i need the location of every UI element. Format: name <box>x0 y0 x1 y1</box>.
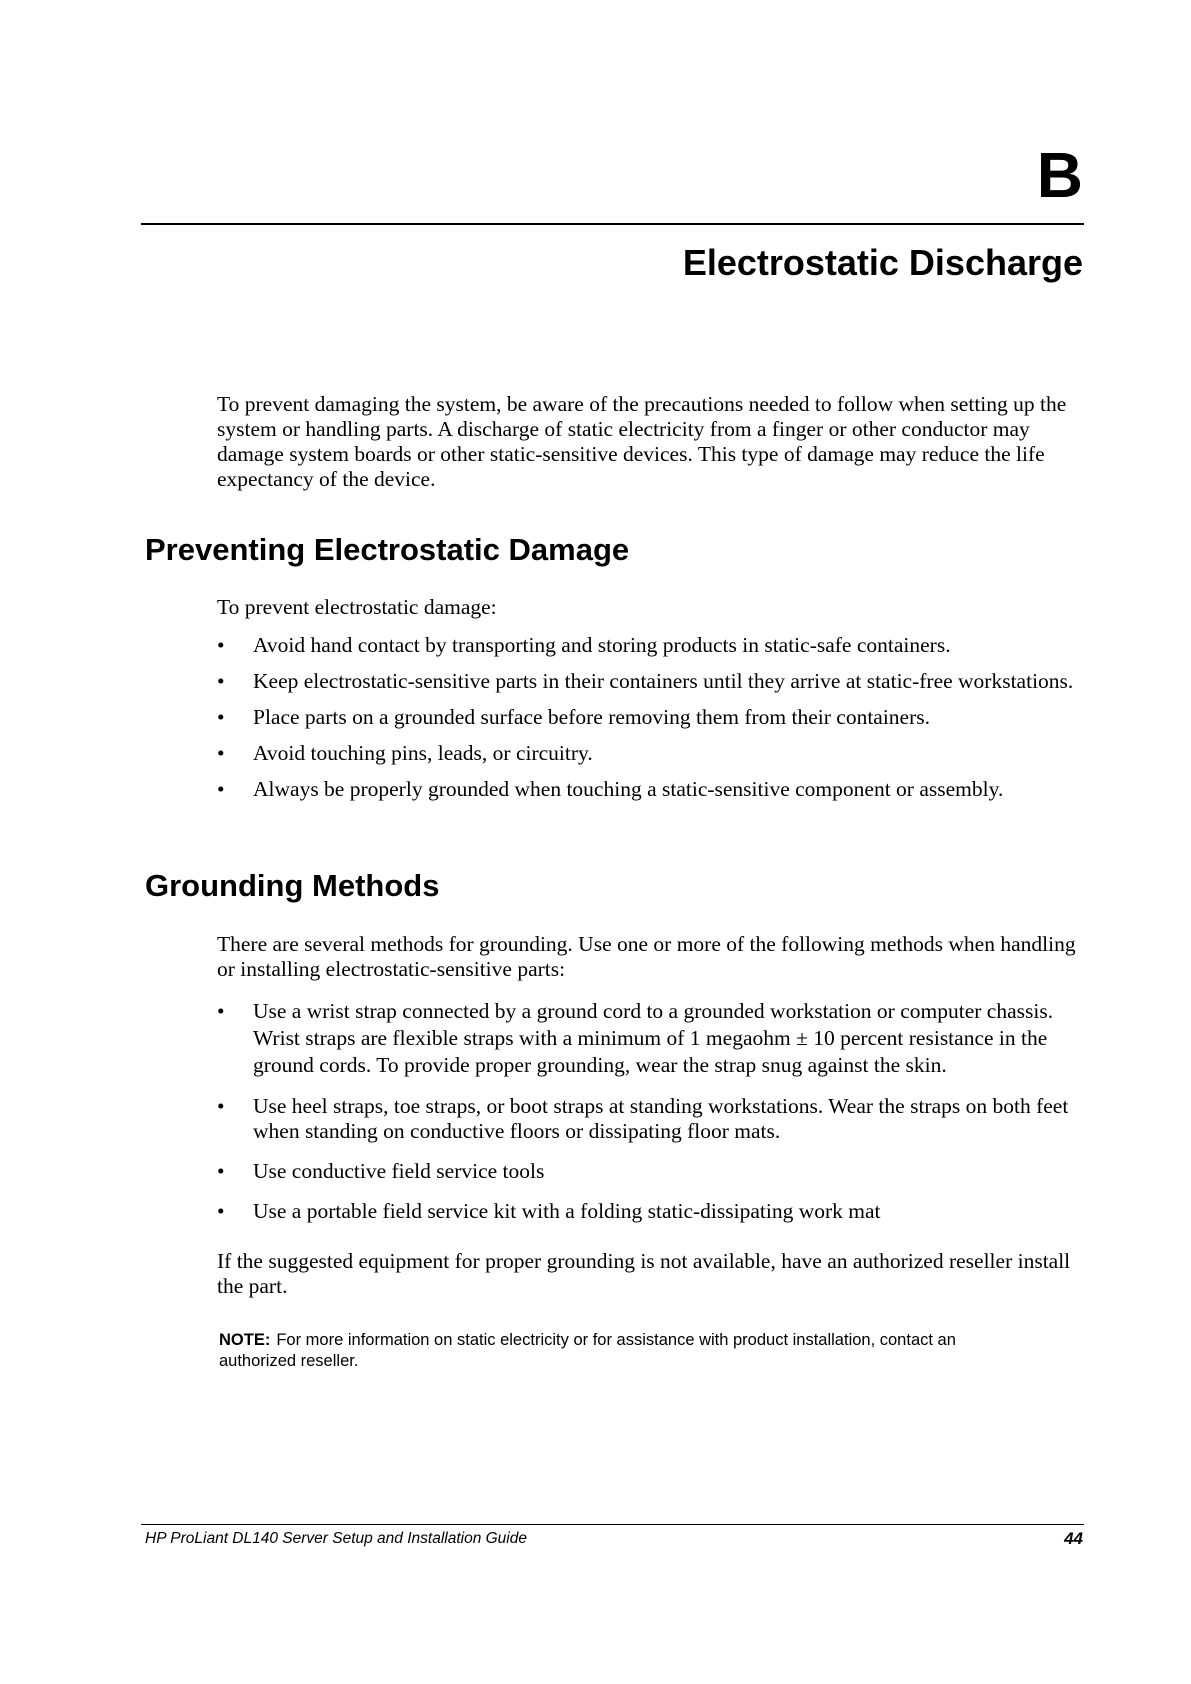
list-item-text: Avoid hand contact by transporting and storing products in static-safe containers. <box>253 633 951 657</box>
bullet-icon: • <box>217 777 225 801</box>
list-item-text: Use heel straps, toe straps, or boot straps at standing workstations. Wear the straps on both feet when standing on conductive floors or dissipating floor mats. <box>253 1094 1069 1143</box>
bullet-icon: • <box>217 741 225 765</box>
footer-rule <box>141 1524 1084 1525</box>
list-item <box>217 1094 1089 1144</box>
grounding-lead: There are several methods for grounding. Use one or more of the following methods when handling or installing electrostatic-sensitive parts: <box>217 932 1076 981</box>
note <box>219 1330 979 1372</box>
chapter-rule <box>141 223 1084 225</box>
list-item <box>217 705 1089 730</box>
bullet-icon: • <box>217 705 225 729</box>
closing-paragraph: If the suggested equipment for proper grounding is not available, have an authorized reseller install the part. <box>217 1249 1071 1298</box>
list-item-text: Use a wrist strap connected by a ground cord to a grounded workstation or computer chassis. Wrist straps are flexible straps with a minimum of 1 megaohm ± 10 percent resistance in the ground cords. To provide proper grounding, wear the strap snug against the skin. <box>253 999 1054 1077</box>
chapter-title: Electrostatic Discharge <box>682 242 1083 283</box>
list-item-text: Place parts on a grounded surface before removing them from their containers. <box>253 705 930 729</box>
bullet-icon: • <box>217 633 225 657</box>
list-item <box>217 669 1089 694</box>
preventing-list <box>217 633 1089 813</box>
bullet-icon: • <box>217 1159 225 1183</box>
bullet-icon: • <box>217 669 225 693</box>
list-item-text: Keep electrostatic-sensitive parts in their containers until they arrive at static-free workstations. <box>253 669 1074 693</box>
appendix-letter: B <box>1036 139 1083 211</box>
bullet-icon: • <box>217 1094 225 1118</box>
page-number: 44 <box>1064 1529 1083 1548</box>
list-item-text: Always be properly grounded when touching a static-sensitive component or assembly. <box>253 777 1004 801</box>
bullet-icon: • <box>217 1199 225 1223</box>
preventing-lead: To prevent electrostatic damage: <box>217 595 497 619</box>
note-text: For more information on static electricity or for assistance with product installation, contact an authorized reseller. <box>219 1331 956 1370</box>
intro-paragraph: To prevent damaging the system, be aware of the precautions needed to follow when setting up the system or handling parts. A discharge of static electricity from a finger or other conductor may damage system boards or other static-sensitive devices. This type of damage may reduce the life expectancy of the device. <box>217 392 1067 491</box>
list-item-text: Use a portable field service kit with a folding static-dissipating work mat <box>253 1199 881 1223</box>
bullet-icon: • <box>217 999 225 1023</box>
list-item <box>217 1159 1089 1184</box>
footer-document-title: HP ProLiant DL140 Server Setup and Installation Guide <box>145 1530 527 1547</box>
list-item <box>217 741 1089 766</box>
section-heading-preventing: Preventing Electrostatic Damage <box>145 532 630 567</box>
list-item <box>217 998 1089 1079</box>
list-item <box>217 633 1089 658</box>
list-item <box>217 777 1089 802</box>
grounding-list <box>217 998 1089 1239</box>
section-heading-grounding: Grounding Methods <box>145 868 440 903</box>
list-item-text: Use conductive field service tools <box>253 1159 545 1183</box>
list-item-text: Avoid touching pins, leads, or circuitry. <box>253 741 593 765</box>
list-item <box>217 1199 1089 1224</box>
note-label: NOTE: <box>219 1331 271 1349</box>
